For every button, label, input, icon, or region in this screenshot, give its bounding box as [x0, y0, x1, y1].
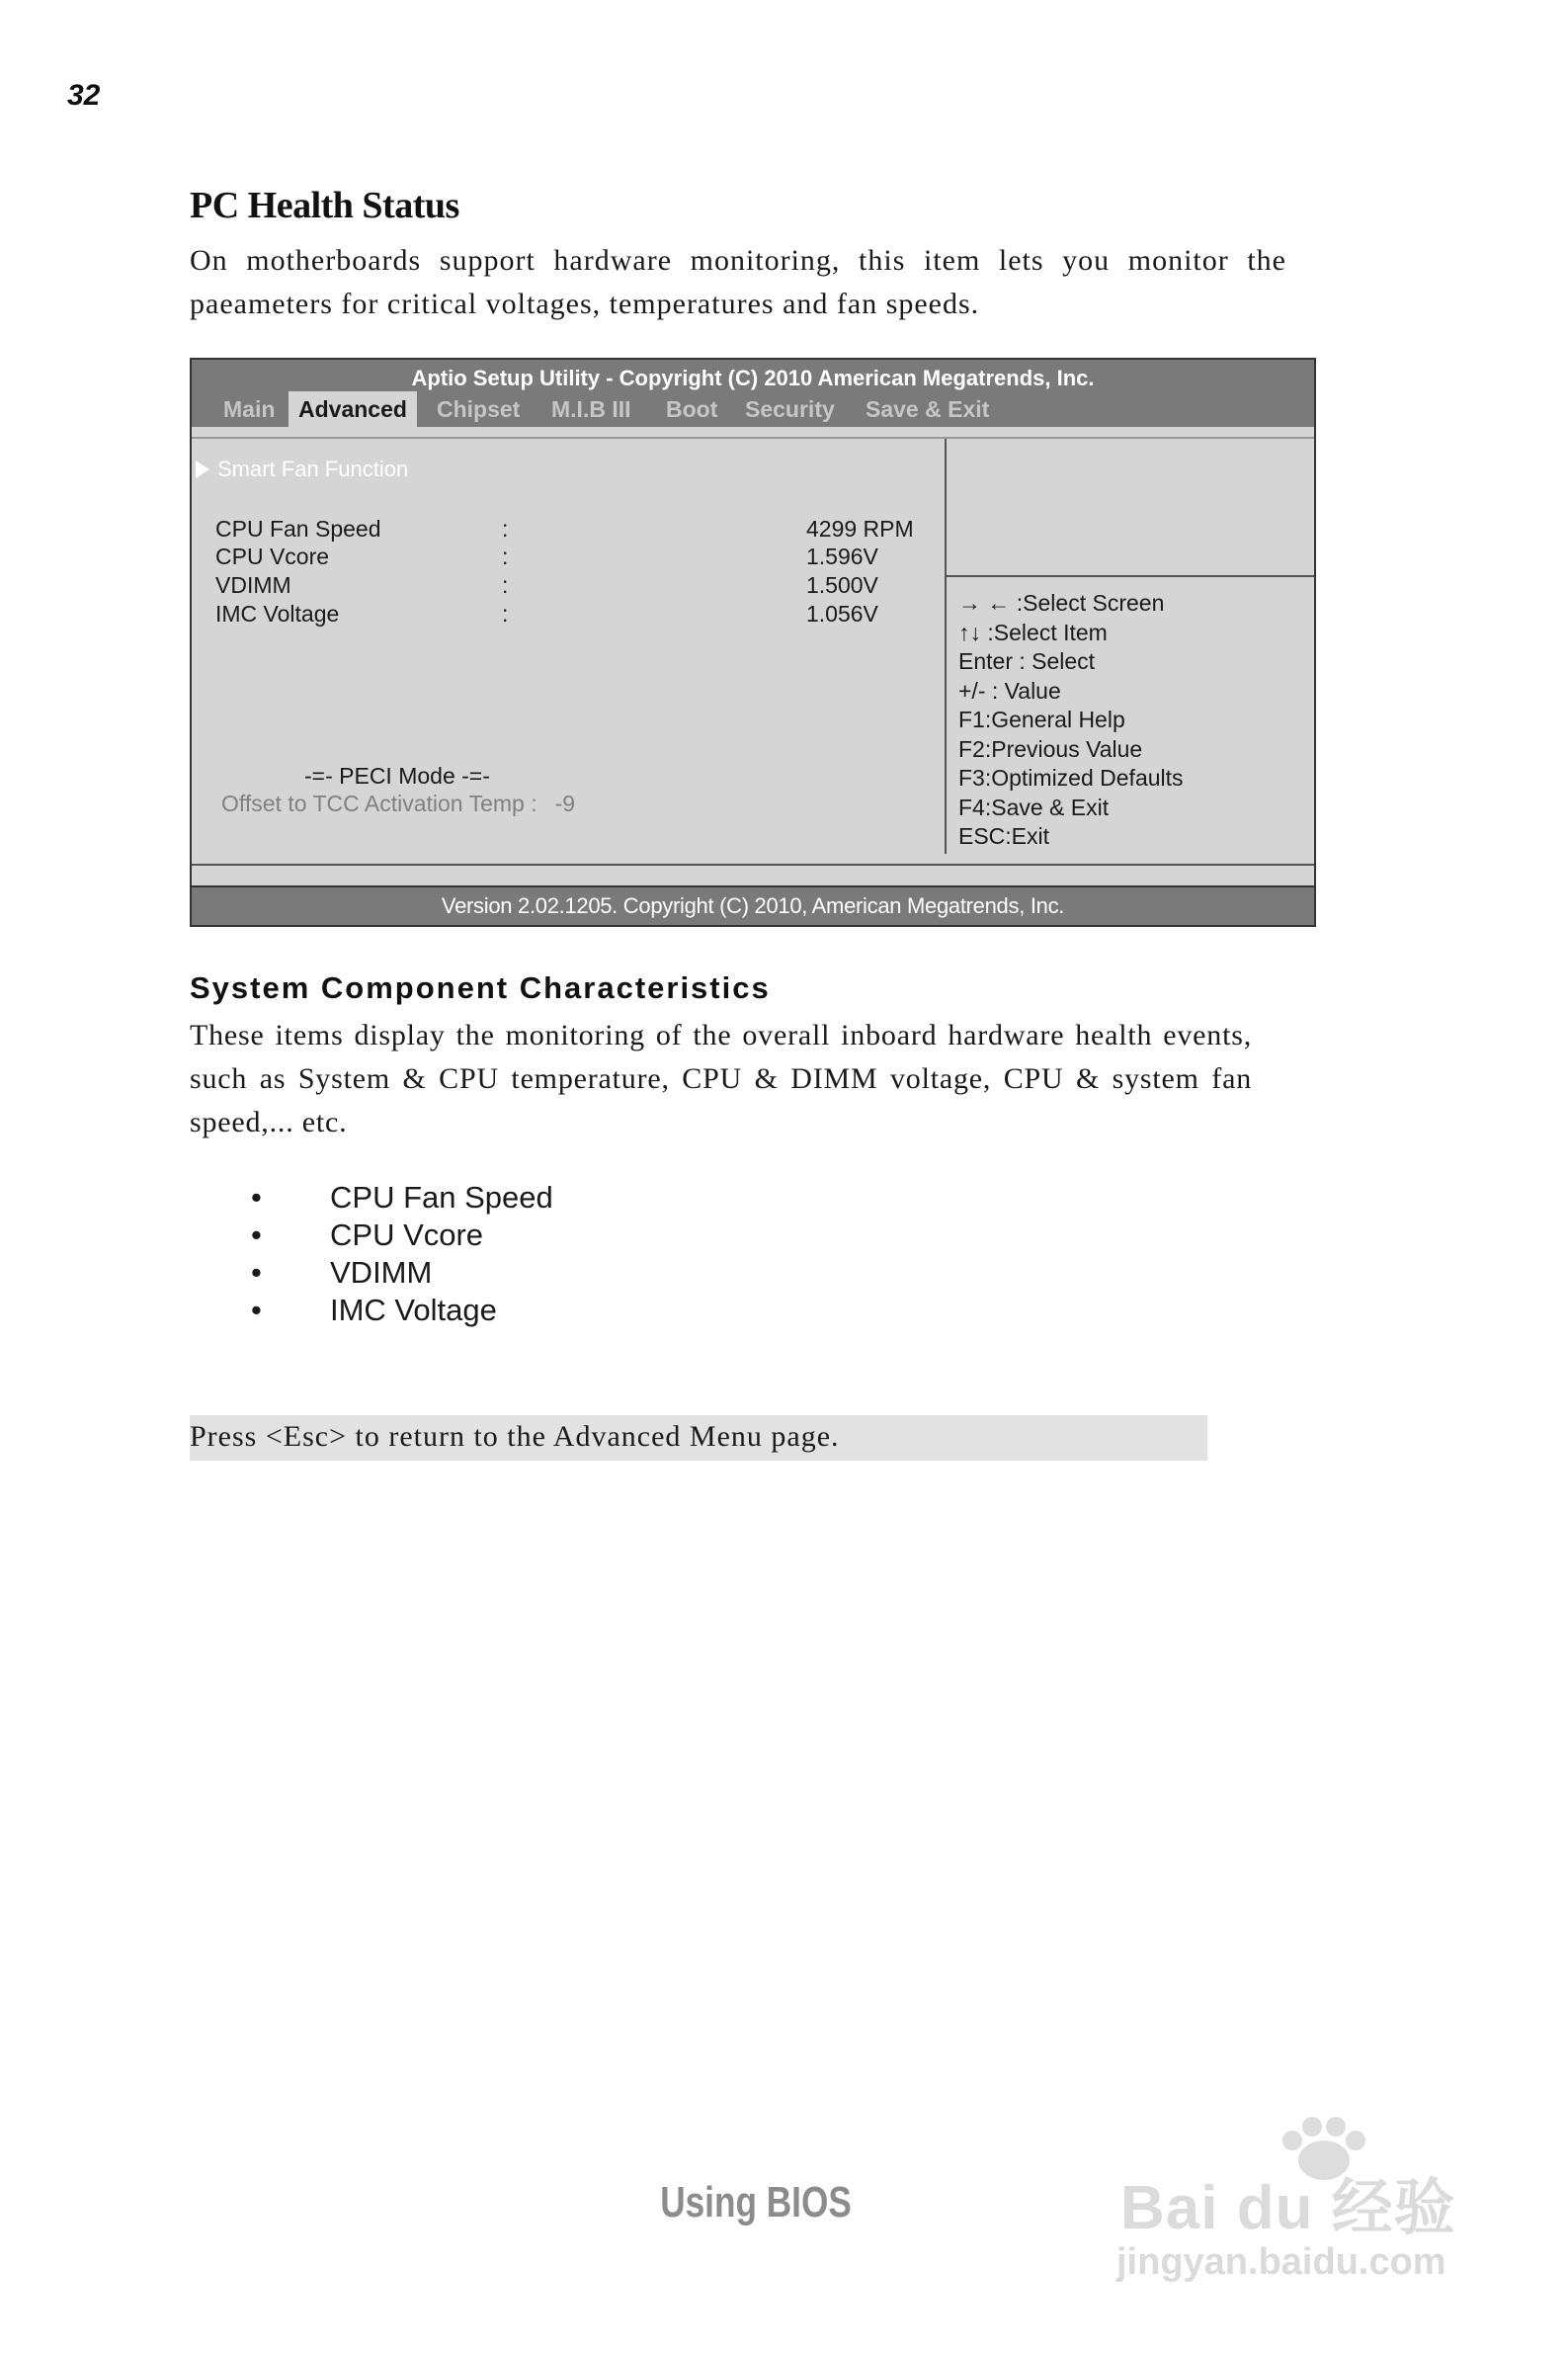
- watermark-url: jingyan.baidu.com: [1116, 2241, 1446, 2283]
- bullet-list: [247, 1180, 840, 1330]
- monitor-label: IMC Voltage: [215, 601, 340, 627]
- help-optimized-defaults: F3:Optimized Defaults: [958, 765, 1184, 791]
- monitor-value: 1.500V: [806, 572, 878, 598]
- baidu-watermark: [1107, 2115, 1492, 2312]
- bios-screenshot: [190, 358, 1316, 927]
- bios-tab-main[interactable]: Main: [223, 396, 276, 422]
- section-title: PC Health Status: [190, 185, 459, 226]
- monitor-separator: :: [502, 572, 509, 598]
- bios-tab-mib[interactable]: M.I.B III: [551, 396, 631, 422]
- help-select-screen: → ← :Select Screen: [958, 590, 1165, 616]
- monitor-label: VDIMM: [215, 572, 291, 598]
- bullet-dot-icon: •: [251, 1218, 262, 1252]
- body-paragraph: These items display the monitoring of the overall inboard hardware health events, such as System & CPU temperature, CPU & DIMM voltage, CPU & system fan speed,... etc.: [190, 1019, 1252, 1138]
- bios-tab-chipset[interactable]: Chipset: [437, 396, 521, 422]
- help-save-exit: F4:Save & Exit: [958, 794, 1110, 820]
- bios-help-panel: [947, 439, 1314, 854]
- monitor-row-vdimm: [215, 572, 927, 600]
- monitor-label: CPU Vcore: [215, 544, 330, 569]
- bios-tab-bar: [192, 391, 1314, 427]
- bios-version-footer: Version 2.02.1205. Copyright (C) 2010, American Megatrends, Inc.: [192, 885, 1314, 925]
- key-help-list: [958, 589, 1304, 852]
- bullet-dot-icon: •: [251, 1255, 262, 1290]
- monitor-row-cpu-fan-speed: [215, 516, 927, 544]
- bios-bottom-divider: [192, 864, 1314, 866]
- offset-label: Offset to TCC Activation Temp :: [221, 791, 537, 816]
- bios-tab-security[interactable]: Security: [745, 396, 835, 422]
- bullet-text: CPU Vcore: [330, 1218, 484, 1252]
- help-value: +/- : Value: [958, 677, 1061, 704]
- monitor-value: 4299 RPM: [806, 516, 914, 542]
- subheading-system-component: System Component Characteristics: [190, 970, 771, 1005]
- bullet-item: [247, 1293, 840, 1330]
- intro-paragraph: On motherboards support hardware monitoring, this item lets you monitor the paeameters for critical voltages, temperatures and fan speeds.: [190, 244, 1286, 320]
- offset-tcc-activation-temp[interactable]: [221, 791, 575, 817]
- submenu-smart-fan-function[interactable]: [196, 457, 408, 482]
- bios-tab-save-exit[interactable]: Save & Exit: [866, 396, 990, 422]
- help-enter-select: Enter : Select: [958, 648, 1096, 674]
- monitor-value: 1.056V: [806, 601, 878, 627]
- bios-tab-advanced[interactable]: Advanced: [289, 391, 417, 427]
- bullet-item: [247, 1218, 840, 1255]
- bios-tab-boot[interactable]: Boot: [666, 396, 718, 422]
- page-footer: Using BIOS: [660, 2178, 852, 2227]
- bullet-text: IMC Voltage: [330, 1293, 497, 1327]
- bullet-text: VDIMM: [330, 1255, 433, 1290]
- help-previous-value: F2:Previous Value: [958, 735, 1143, 762]
- help-esc-exit: ESC:Exit: [958, 823, 1050, 849]
- bullet-item: [247, 1180, 840, 1218]
- monitor-value: 1.596V: [806, 544, 878, 569]
- bullet-item: [247, 1255, 840, 1293]
- bios-header: [192, 360, 1314, 427]
- bios-title: Aptio Setup Utility - Copyright (C) 2010 American Megatrends, Inc.: [411, 366, 1095, 390]
- help-general-help: F1:General Help: [958, 707, 1125, 732]
- watermark-brand: Bai du 经验: [1120, 2174, 1456, 2242]
- bios-settings-panel: [192, 439, 945, 854]
- bullet-dot-icon: •: [251, 1180, 262, 1215]
- help-select-item: ↑↓ :Select Item: [958, 619, 1108, 645]
- submenu-arrow-icon: [196, 461, 209, 478]
- help-panel-divider: [947, 575, 1314, 577]
- esc-note: Press <Esc> to return to the Advanced Menu page.: [190, 1415, 1207, 1461]
- monitor-row-imc-voltage: [215, 601, 927, 629]
- monitor-separator: :: [502, 544, 509, 569]
- submenu-label: Smart Fan Function: [217, 457, 409, 481]
- bullet-dot-icon: •: [251, 1293, 262, 1327]
- offset-value: -9: [554, 791, 576, 816]
- monitor-separator: :: [502, 601, 509, 627]
- monitor-row-cpu-vcore: [215, 544, 927, 571]
- peci-mode-heading: -=- PECI Mode -=-: [304, 763, 490, 789]
- monitor-label: CPU Fan Speed: [215, 516, 381, 542]
- monitor-separator: :: [502, 516, 509, 542]
- bullet-text: CPU Fan Speed: [330, 1180, 553, 1215]
- page-number: 32: [67, 79, 101, 112]
